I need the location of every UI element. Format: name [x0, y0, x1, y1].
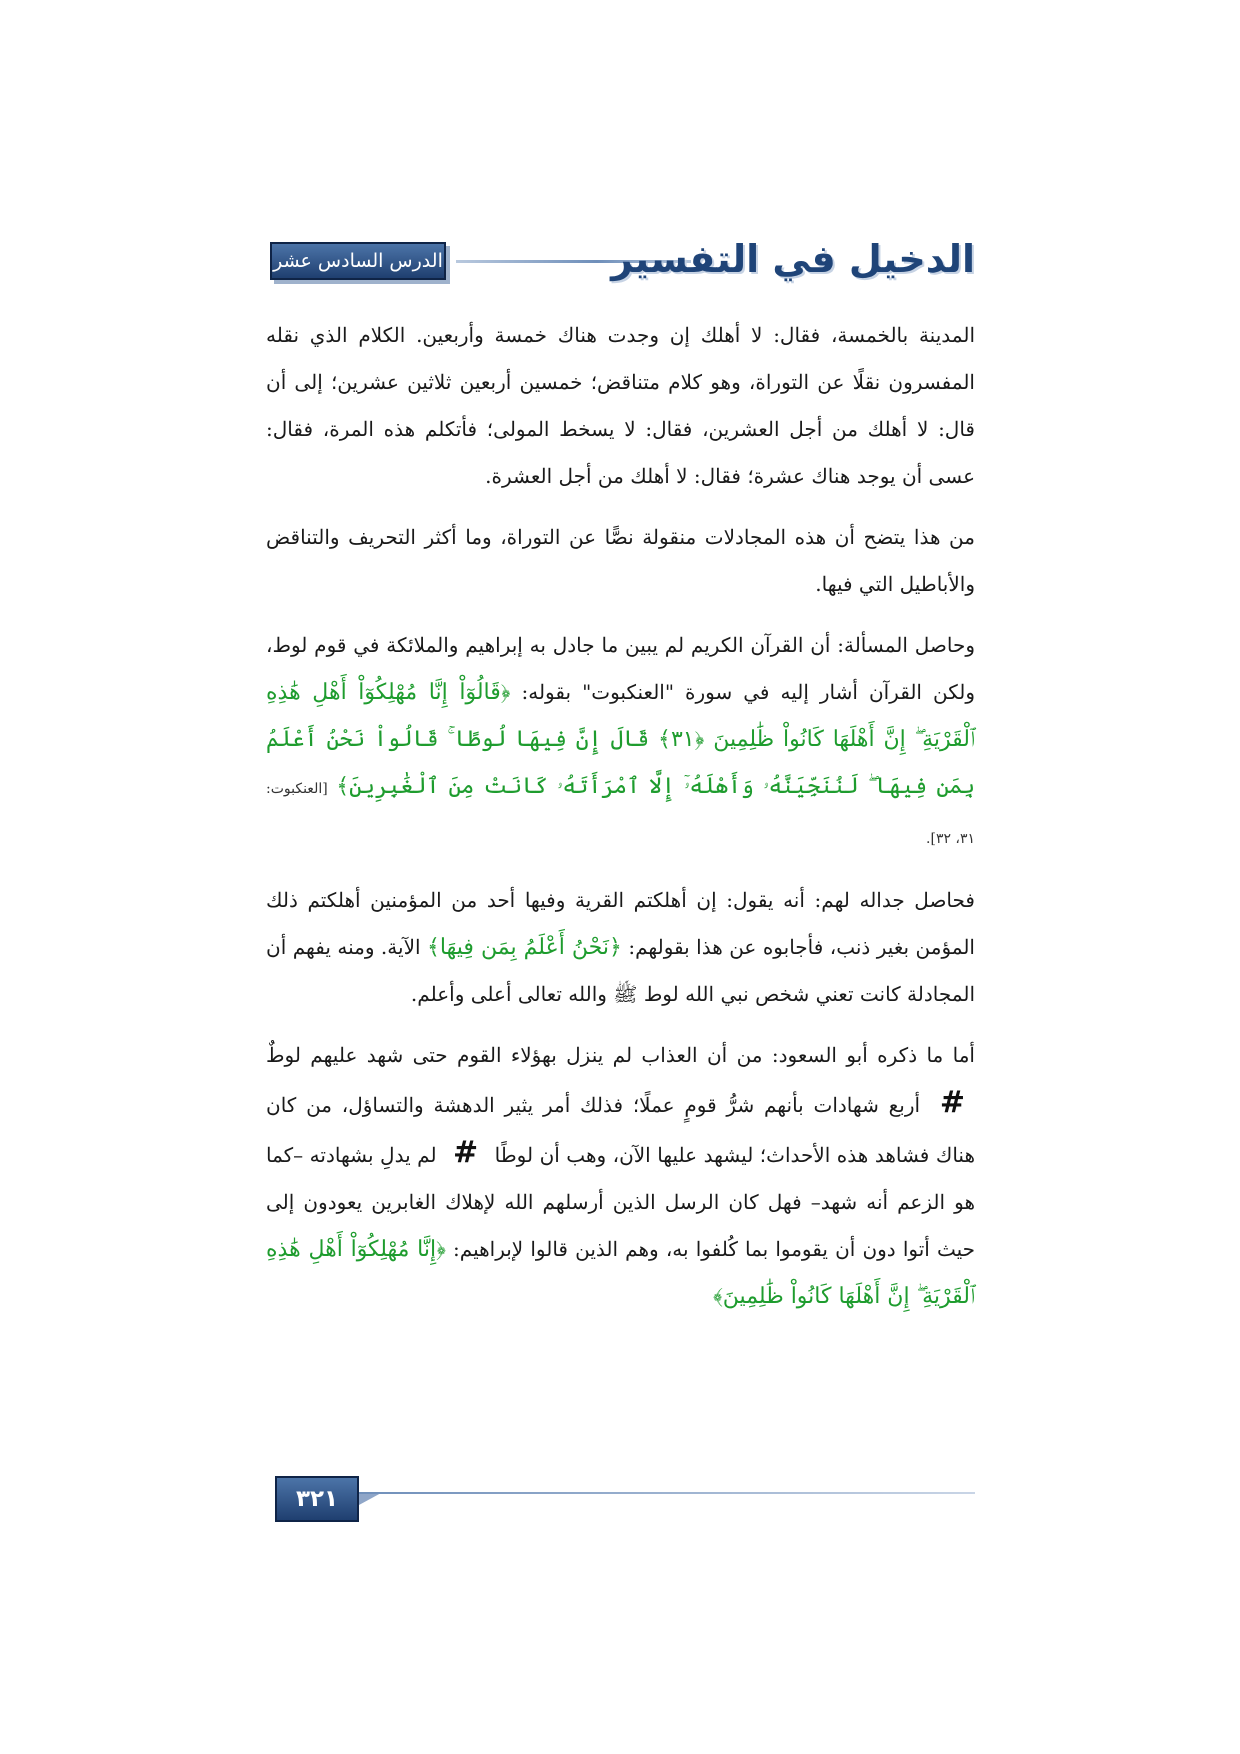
paragraph-2: من هذا يتضح أن هذه المجادلات منقولة نصًّا عن التوراة، وما أكثر التحريف والتناقض والأباطيل التي فيها. [266, 525, 975, 596]
quran-verse-short: ﴿نَحْنُ أَعْلَمُ بِمَن فِيهَا﴾ [427, 935, 622, 960]
placeholder-marker: # [939, 1085, 965, 1120]
paragraph-1: المدينة بالخمسة، فقال: لا أهلك إن وجدت هناك خمسة وأربعين. الكلام الذي نقله المفسرون نقلًا عن التوراة، وهو كلام متناقض؛ خمسين أربعين ثلاثين عشرين؛ إلى أن قال: لا أهلك من أجل العشرين، فقال: لا يسخط المولى؛ فأتكلم هذه المرة، فقال: عسى أن يوجد هناك عشرة؛ فقال: لا أهلك من أجل العشرة. [266, 323, 975, 488]
paragraph-5 [266, 1032, 975, 1320]
page-header [270, 236, 975, 284]
paragraph-5-text-c: لم يدلِ بشهادته –كما هو الزعم أنه شهد– فهل كان الرسل الذين أرسلهم الله لإهلاك الغابرين يعودون إلى حيث أتوا دون أن يقوموا بما كُلفوا به، وهم الذين قالوا لإبراهيم: [266, 1143, 976, 1261]
book-title: الدخيل في التفسير [611, 237, 975, 281]
footer-divider [359, 1492, 975, 1494]
page-number: ٣٢١ [275, 1476, 359, 1522]
quran-verse-ankabut: ﴿قَالُوٓاْ إِنَّا مُهْلِكُوٓاْ أَهْلِ هَٰذِهِ ٱلْقَرْيَةِ ۖ إِنَّ أَهْلَهَا كَانُواْ ظَٰلِمِينَ ﴿٣١﴾ قَالَ إِنَّ فِيهَا لُوطًا ۚ قَالُواْ نَحْنُ أَعْلَمُ بِمَن فِيهَا ۖ لَنُنَجِّيَنَّهُۥ وَأَهْلَهُۥٓ إِلَّا ٱمْرَأَتَهُۥ كَانَتْ مِنَ ٱلْغَٰبِرِينَ﴾ [266, 680, 976, 799]
page-footer [275, 1476, 975, 1518]
verse-reference: [العنكبوت: ٣١، ٣٢]. [266, 781, 975, 847]
paragraph-5-text-b: أربع شهادات بأنهم شرُّ قومٍ عملًا؛ فذلك أمر يثير الدهشة والتساؤل، من كان هناك فشاهد هذه الأحداث؛ ليشهد عليها الآن، وهب أن لوطًا [266, 1093, 975, 1167]
paragraph-4-rest: الآية. ومنه يفهم أن المجادلة كانت تعني شخص نبي الله لوط ﷺ والله تعالى أعلى وأعلم. [266, 935, 975, 1006]
lesson-badge: الدرس السادس عشر [270, 242, 446, 280]
placeholder-marker: # [453, 1135, 479, 1170]
page-body [266, 312, 975, 1334]
quran-verse-closing: ﴿إِنَّا مُهْلِكُوٓاْ أَهْلِ هَٰذِهِ ٱلْقَرْيَةِ ۖ إِنَّ أَهْلَهَا كَانُواْ ظَٰلِمِينَ﴾ [266, 1237, 975, 1309]
paragraph-5-text-a: أما ما ذكره أبو السعود: من أن العذاب لم ينزل بهؤلاء القوم حتى شهد عليهم لوطٌ [266, 1043, 975, 1067]
paragraph-3-text: وحاصل المسألة: أن القرآن الكريم لم يبين ما جادل به إبراهيم والملائكة في قوم لوط، ولكن القرآن أشار إليه في سورة "العنكبوت" بقوله: [266, 633, 976, 704]
paragraph-4-text: فحاصل جداله لهم: أنه يقول: إن أهلكتم القرية وفيها أحد من المؤمنين أهلكتم ذلك المؤمن بغير ذنب، فأجابوه عن هذا بقولهم: [266, 888, 975, 959]
paragraph-4 [266, 877, 975, 1018]
paragraph-3 [266, 622, 975, 863]
